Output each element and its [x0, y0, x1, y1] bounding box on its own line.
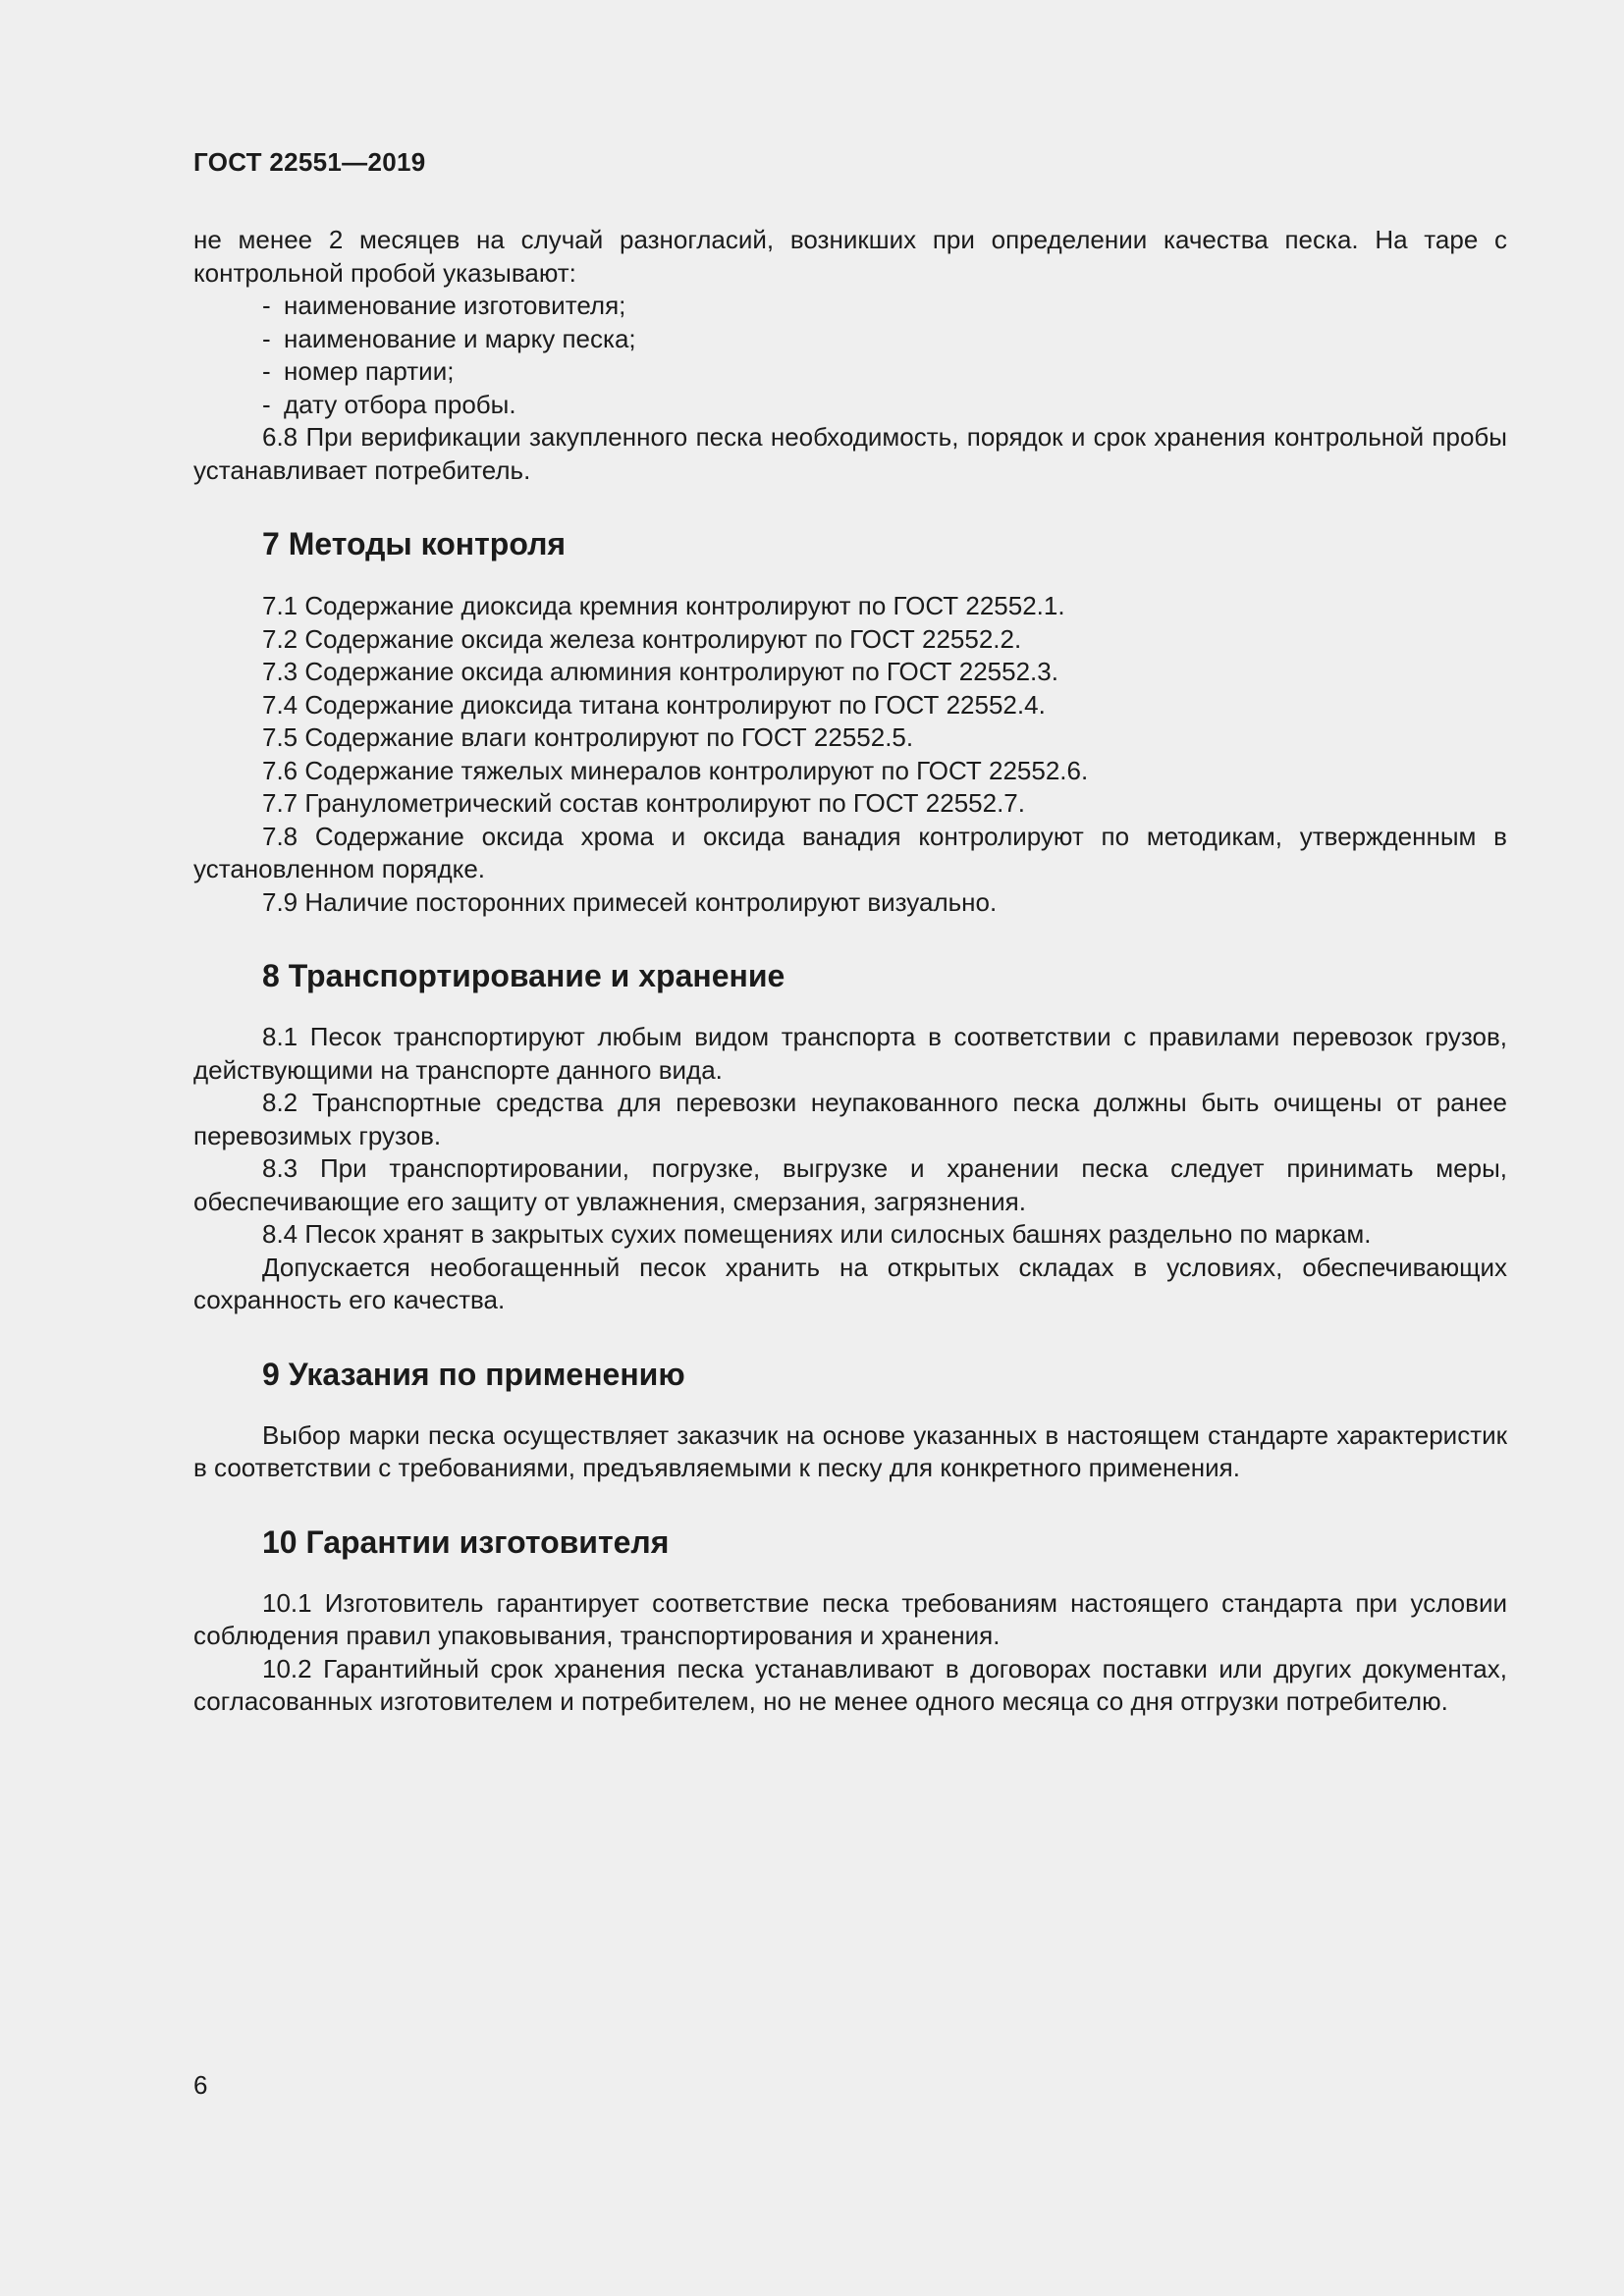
paragraph-10-1: 10.1 Изготовитель гарантирует соответствие песка требованиям настоящего стандарта при условии соблюдения правил упаковывания, транспортирования и хранения. [193, 1587, 1507, 1650]
section-8-heading: 8 Транспортирование и хранение [262, 958, 785, 993]
document-header: ГОСТ 22551—2019 [193, 147, 426, 177]
section-7-heading: 7 Методы контроля [262, 526, 567, 561]
paragraph-7-5: 7.5 Содержание влаги контролируют по ГОСТ 22552.5. [262, 722, 914, 752]
list-dash: - [262, 323, 271, 353]
page-number: 6 [193, 2070, 208, 2100]
paragraph-9: Выбор марки песка осуществляет заказчик на основе указанных в настоящем стандарте характеристик в соответствии с требованиями, предъявляемыми к песку для конкретного применения. [193, 1419, 1507, 1482]
list-item-text: наименование и марку песка; [284, 323, 636, 353]
section-9-heading: 9 Указания по применению [262, 1356, 685, 1392]
paragraph-8-4-note: Допускается необогащенный песок хранить на открытых складах в условиях, обеспечивающих сохранность его качества. [193, 1252, 1507, 1314]
list-item [193, 290, 1507, 323]
paragraph-7-3: 7.3 Содержание оксида алюминия контролируют по ГОСТ 22552.3. [262, 657, 1058, 686]
paragraph-7-8: 7.8 Содержание оксида хрома и оксида ванадия контролируют по методикам, утвержденным в установленном порядке. [193, 821, 1507, 883]
paragraph-8-3: 8.3 При транспортировании, погрузке, выгрузке и хранении песка следует принимать меры, обеспечивающие его защиту от увлажнения, смерзания, загрязнения. [193, 1153, 1507, 1216]
page-content [193, 224, 1507, 1719]
list-dash: - [262, 291, 271, 320]
list-dash: - [262, 389, 271, 419]
paragraph-10-2: 10.2 Гарантийный срок хранения песка устанавливают в договорах поставки или других документах, согласованных изготовителем и потребителем, но не менее одного месяца со дня отгрузки потребителю. [193, 1653, 1507, 1716]
paragraph-7-9: 7.9 Наличие посторонних примесей контролируют визуально. [262, 886, 998, 917]
paragraph-8-2: 8.2 Транспортные средства для перевозки неупакованного песка должны быть очищены от ранее перевозимых грузов. [193, 1088, 1507, 1150]
paragraph-7-4: 7.4 Содержание диоксида титана контролируют по ГОСТ 22552.4. [262, 689, 1046, 720]
paragraph-7-7: 7.7 Гранулометрический состав контролируют по ГОСТ 22552.7. [262, 788, 1025, 818]
paragraph-7-6: 7.6 Содержание тяжелых минералов контролируют по ГОСТ 22552.6. [262, 755, 1089, 785]
list-item-text: дату отбора пробы. [284, 389, 516, 419]
paragraph-8-4: 8.4 Песок хранят в закрытых сухих помещениях или силосных башнях раздельно по маркам. [262, 1219, 1372, 1249]
list-item-text: наименование изготовителя; [284, 291, 626, 320]
paragraph-7-2: 7.2 Содержание оксида железа контролируют по ГОСТ 22552.2. [262, 623, 1022, 654]
paragraph-6-8: 6.8 При верификации закупленного песка необходимость, порядок и срок хранения контрольной пробы устанавливает потребитель. [193, 422, 1507, 485]
list-item [193, 389, 1507, 422]
list-dash: - [262, 356, 271, 386]
list-item [193, 323, 1507, 356]
list-item [193, 355, 1507, 389]
continuation-paragraph: не менее 2 месяцев на случай разногласий, возникших при определении качества песка. На таре с контрольной пробой указывают: [193, 225, 1507, 288]
paragraph-8-1: 8.1 Песок транспортируют любым видом транспорта в соответствии с правилами перевозок грузов, действующими на транспорте данного вида. [193, 1022, 1507, 1085]
paragraph-7-1: 7.1 Содержание диоксида кремния контролируют по ГОСТ 22552.1. [262, 591, 1065, 620]
list-item-text: номер партии; [284, 356, 455, 386]
section-10-heading: 10 Гарантии изготовителя [262, 1523, 670, 1560]
